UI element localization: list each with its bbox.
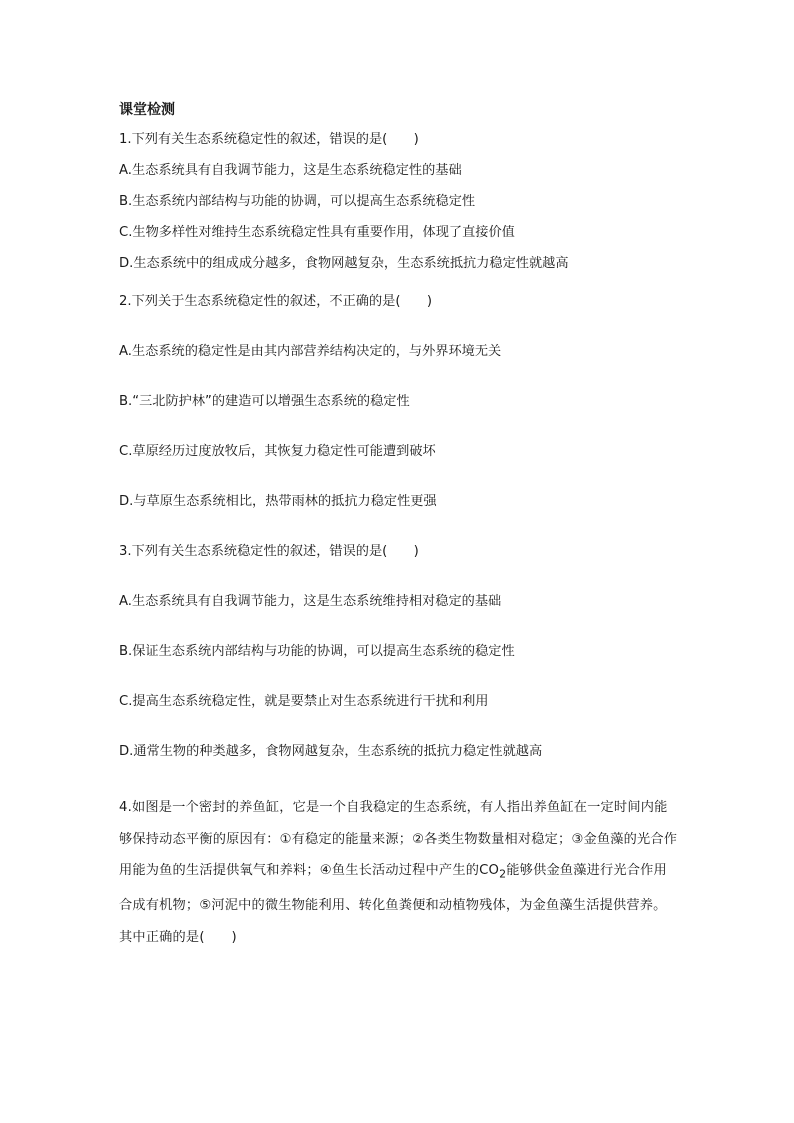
question-1-option-d: D.生态系统中的组成成分越多，食物网越复杂，生态系统抵抗力稳定性就越高 bbox=[119, 256, 569, 271]
question-2-option-a: A.生态系统的稳定性是由其内部营养结构决定的，与外界环境无关 bbox=[119, 344, 502, 359]
question-4-stem-part-1: 4.如图是一个密封的养鱼缸，它是一个自我稳定的生态系统，有人指出养鱼缸在一定时间内能够保持动态平衡的原因有：①有稳定的能量来源；②各类生物数量相对稳定；③金鱼藻的光合作用能为鱼的生活提供氧气和养料；④鱼生长活动过程中产生的CO bbox=[119, 800, 678, 879]
question-2-stem: 2.下列关于生态系统稳定性的叙述，不正确的是( ) bbox=[119, 294, 432, 309]
question-1-option-a: A.生态系统具有自我调节能力，这是生态系统稳定性的基础 bbox=[119, 163, 462, 178]
question-4 bbox=[119, 792, 679, 954]
question-1-option-b: B.生态系统内部结构与功能的协调，可以提高生态系统稳定性 bbox=[119, 194, 476, 209]
question-3-option-d: D.通常生物的种类越多，食物网越复杂，生态系统的抵抗力稳定性就越高 bbox=[119, 744, 543, 759]
question-1-option-c: C.生物多样性对维持生态系统稳定性具有重要作用，体现了直接价值 bbox=[119, 225, 515, 240]
question-1-stem: 1.下列有关生态系统稳定性的叙述，错误的是( ) bbox=[119, 132, 419, 147]
question-4-stem bbox=[119, 792, 679, 954]
question-3-option-b: B.保证生态系统内部结构与功能的协调，可以提高生态系统的稳定性 bbox=[119, 644, 515, 659]
question-2 bbox=[119, 292, 679, 512]
question-2-option-b: B.“三北防护林”的建造可以增强生态系统的稳定性 bbox=[119, 394, 410, 409]
document-content bbox=[119, 100, 679, 954]
co2-subscript: 2 bbox=[499, 867, 507, 881]
question-3-stem: 3.下列有关生态系统稳定性的叙述，错误的是( ) bbox=[119, 544, 419, 559]
question-3 bbox=[119, 542, 679, 762]
question-2-option-c: C.草原经历过度放牧后，其恢复力稳定性可能遭到破坏 bbox=[119, 444, 436, 459]
question-3-option-a: A.生态系统具有自我调节能力，这是生态系统维持相对稳定的基础 bbox=[119, 594, 502, 609]
section-title: 课堂检测 bbox=[119, 102, 175, 118]
question-2-option-d: D.与草原生态系统相比，热带雨林的抵抗力稳定性更强 bbox=[119, 494, 437, 509]
question-1 bbox=[119, 130, 679, 274]
question-3-option-c: C.提高生态系统稳定性，就是要禁止对生态系统进行干扰和利用 bbox=[119, 694, 489, 709]
question-4-stem-part-2: 能够供金鱼藻进行光合作用合成有机物；⑤河泥中的微生物能利用、转化鱼粪便和动植物残体，为金鱼藻生活提供营养。其中正确的是( ) bbox=[119, 863, 667, 946]
